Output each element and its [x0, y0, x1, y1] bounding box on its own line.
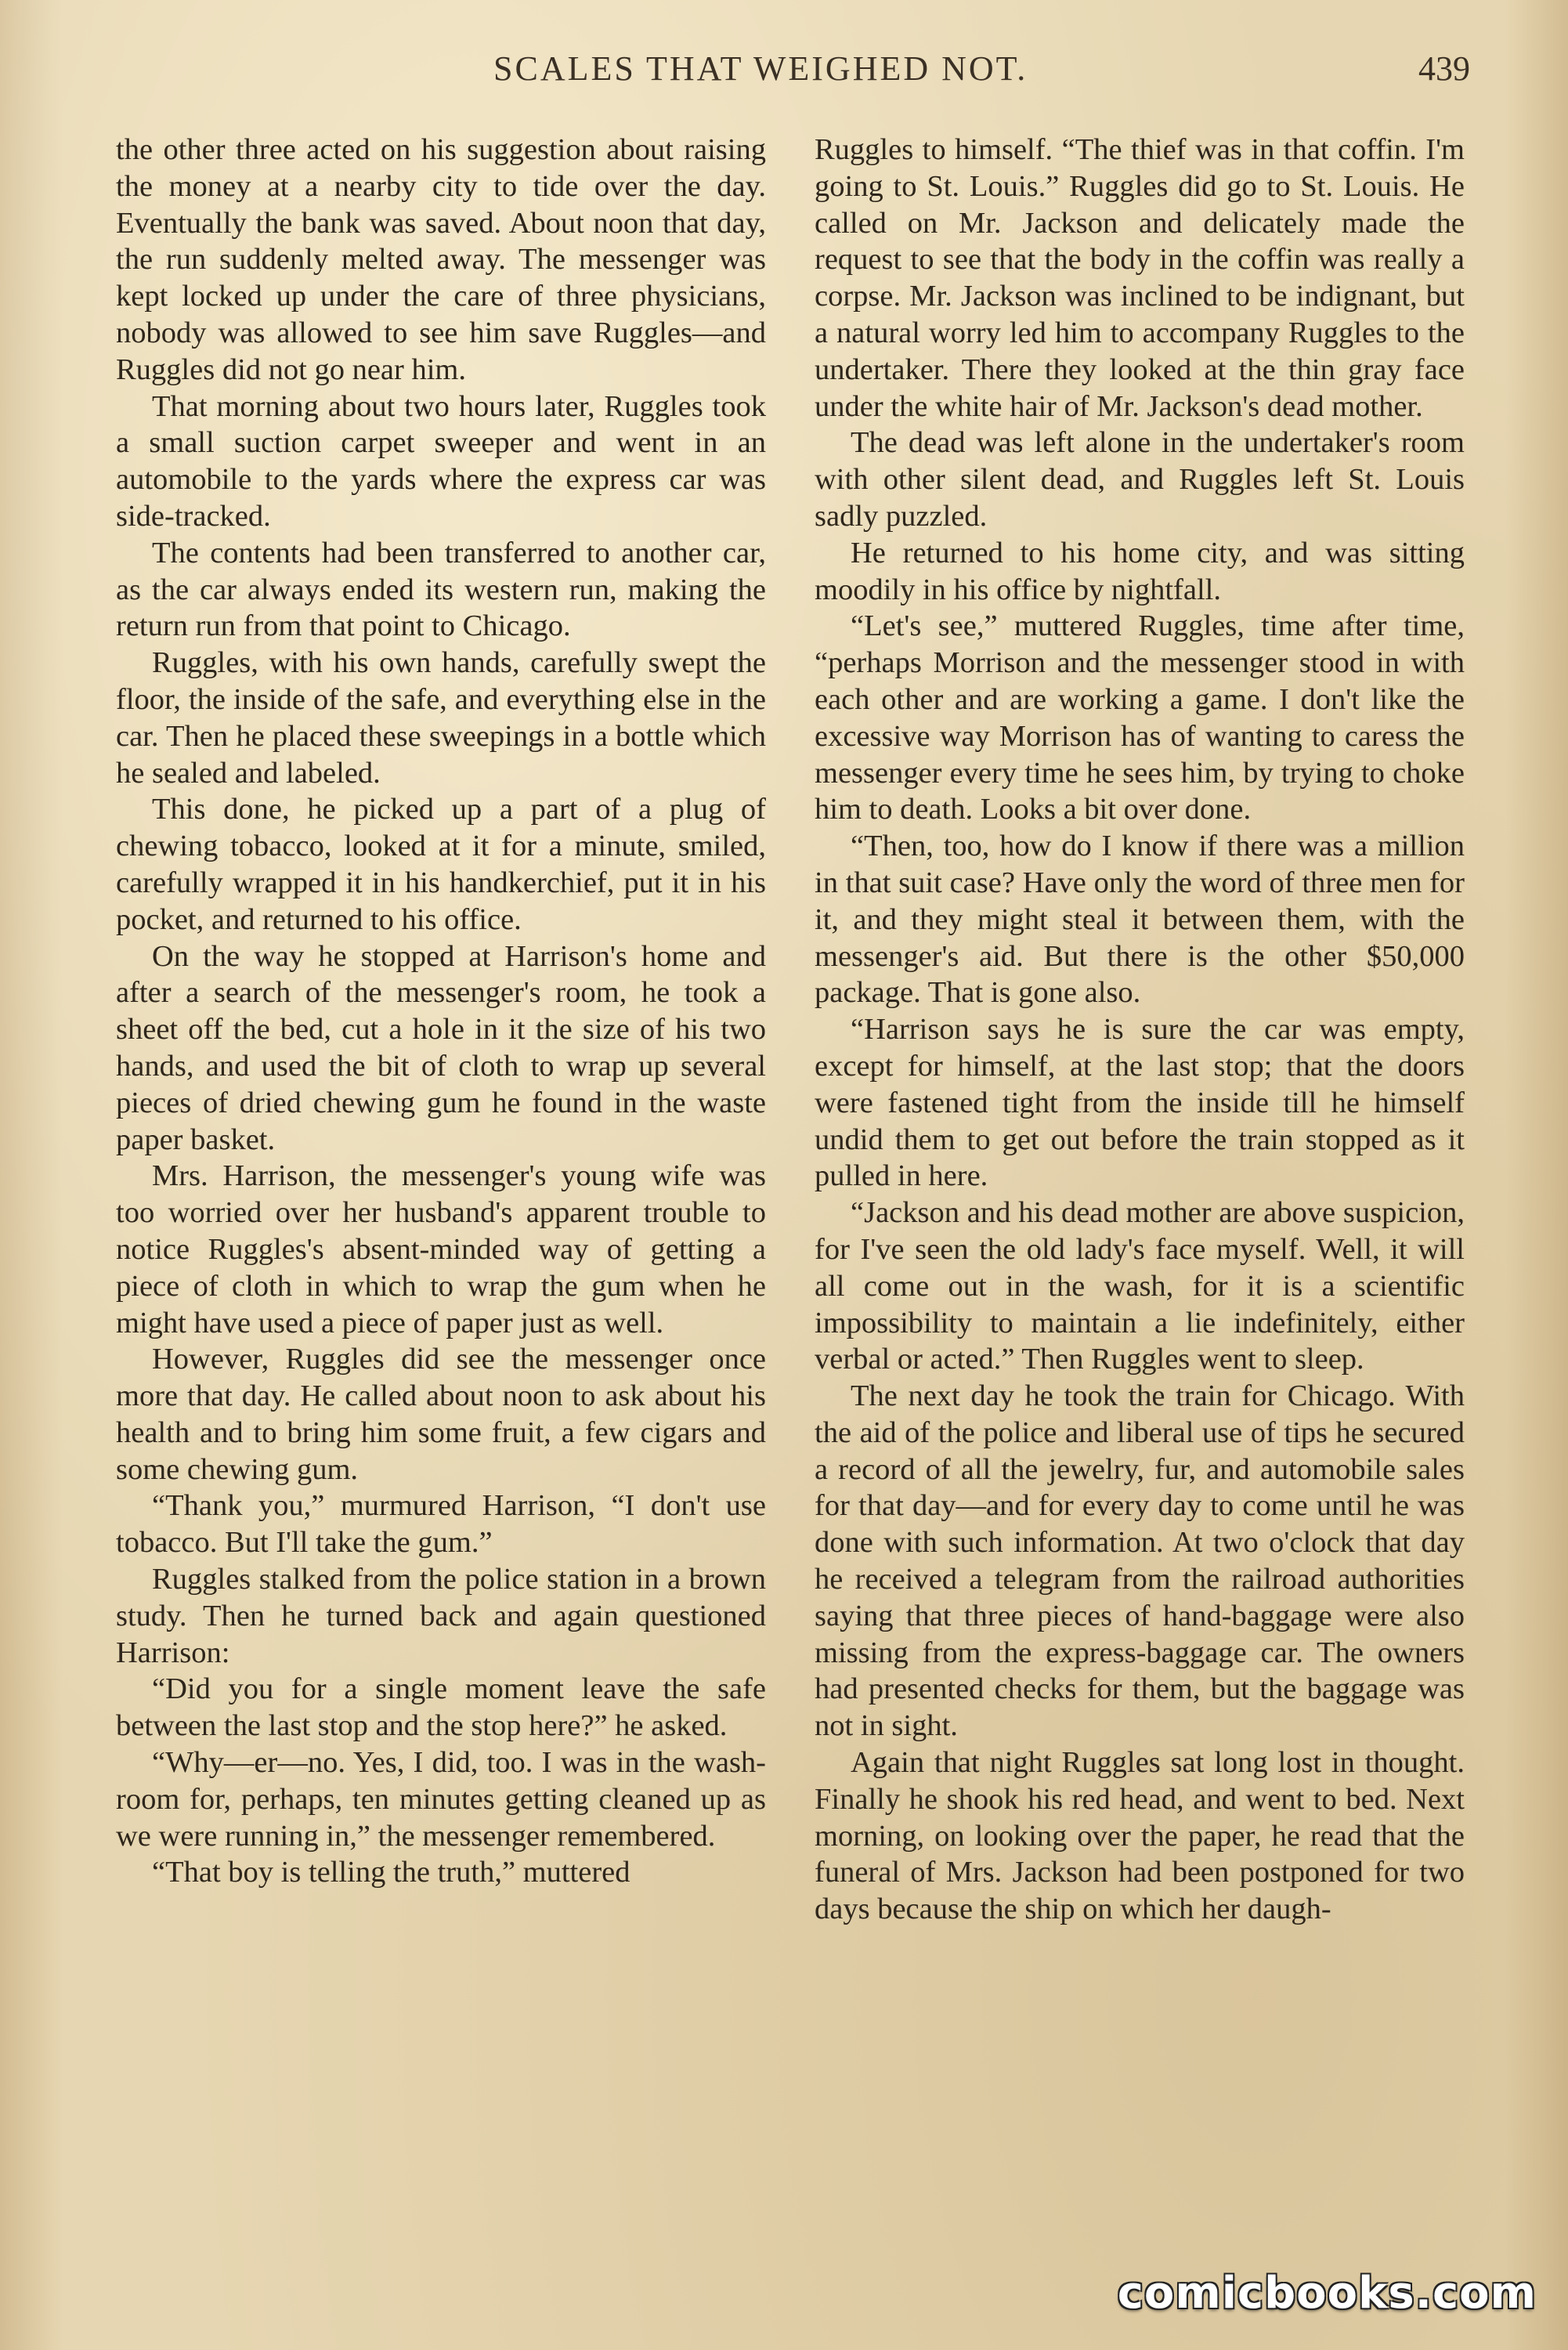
- left-column: [116, 132, 766, 1891]
- paragraph: “Thank you,” murmured Harrison, “I don't use tobacco. But I'll take the gum.”: [116, 1489, 766, 1560]
- paragraph: On the way he stopped at Harrison's home and after a search of the messenger's room, he took a sheet off the bed, cut a hole in it the size of his two hands, and used the bit of cloth to wrap up several pieces of dried chewing gum he found in the waste paper basket.: [116, 939, 766, 1156]
- paragraph: “Did you for a single moment leave the safe between the last stop and the stop here?” he asked.: [116, 1672, 766, 1743]
- right-column: [815, 132, 1465, 1928]
- paragraph: Again that night Ruggles sat long lost in thought. Finally he shook his red head, and went to bed. Next morning, on looking over the paper, he read that the funeral of Mrs. Jackson had been postponed for two days because the ship on which her daugh-: [815, 1746, 1465, 1926]
- page-header: [0, 49, 1568, 96]
- paragraph: Ruggles, with his own hands, carefully swept the floor, the inside of the safe, and everything else in the car. Then he placed these sweepings in a bottle which he sealed and labeled.: [116, 646, 766, 790]
- running-title: SCALES THAT WEIGHED NOT.: [493, 49, 1028, 88]
- paragraph: “That boy is telling the truth,” muttered: [152, 1856, 630, 1889]
- paragraph: “Then, too, how do I know if there was a million in that suit case? Have only the word of three men for it, and they might steal it between them, with the messenger's aid. But there is the other $50,000 package. That is gone also.: [815, 830, 1465, 1010]
- page-number: 439: [1418, 49, 1470, 88]
- watermark: comicbooks.com: [1117, 2268, 1537, 2319]
- paragraph: Ruggles stalked from the police station in a brown study. Then he turned back and again questioned Harrison:: [116, 1563, 766, 1669]
- paragraph: “Let's see,” muttered Ruggles, time after time, “perhaps Morrison and the messenger stood in with each other and are working a game. I don't like the excessive way Morrison has of wanting to caress the messenger every time he sees him, by trying to choke him to death. Looks a bit over done.: [815, 609, 1465, 826]
- paragraph: He returned to his home city, and was sitting moodily in his office by nightfall.: [815, 536, 1465, 606]
- paragraph: Ruggles to himself. “The thief was in that coffin. I'm going to St. Louis.” Ruggles did go to St. Louis. He called on Mr. Jackson and delicately made the request to see that the body in the coffin was really a corpse. Mr. Jackson was inclined to be indignant, but a natural worry led him to accompany Ruggles to the undertaker. There they looked at the thin gray face under the white hair of Mr. Jackson's dead mother.: [815, 133, 1465, 423]
- paragraph: “Why—er—no. Yes, I did, too. I was in the wash-room for, perhaps, ten minutes getting cleaned up as we were running in,” the messenger remembered.: [116, 1746, 766, 1853]
- paragraph: The dead was left alone in the undertaker's room with other silent dead, and Ruggles left St. Louis sadly puzzled.: [815, 426, 1465, 533]
- paragraph: That morning about two hours later, Ruggles took a small suction carpet sweeper and went in an automobile to the yards where the express car was side-tracked.: [116, 389, 766, 533]
- paragraph: the other three acted on his suggestion about raising the money at a nearby city to tide over the day. Eventually the bank was saved. About noon that day, the run suddenly melted away. The messenger was kept locked up under the care of three physicians, nobody was allowed to see him save Ruggles—and Ruggles did not go near him.: [116, 133, 766, 386]
- paragraph: Mrs. Harrison, the messenger's young wife was too worried over her husband's apparent trouble to notice Ruggles's absent-minded way of getting a piece of cloth in which to wrap the gum when he might have used a piece of paper just as well.: [116, 1159, 766, 1340]
- paragraph: This done, he picked up a part of a plug of chewing tobacco, looked at it for a minute, smiled, carefully wrapped it in his handkerchief, put it in his pocket, and returned to his office.: [116, 793, 766, 936]
- paragraph: However, Ruggles did see the messenger once more that day. He called about noon to ask about his health and to bring him some fruit, a few cigars and some chewing gum.: [116, 1343, 766, 1486]
- paragraph: The contents had been transferred to another car, as the car always ended its western run, making the return run from that point to Chicago.: [116, 536, 766, 643]
- paragraph: “Harrison says he is sure the car was empty, except for himself, at the last stop; that the doors were fastened tight from the inside till he himself undid them to get out before the train stopped as it pulled in here.: [815, 1013, 1465, 1193]
- paragraph: The next day he took the train for Chicago. With the aid of the police and liberal use of tips he secured a record of all the jewelry, fur, and automobile sales for that day—and for every day to come until he was done with such information. At two o'clock that day he received a telegram from the railroad authorities saying that three pieces of hand-baggage were also missing from the express-baggage car. The owners had presented checks for them, but the baggage was not in sight.: [815, 1379, 1465, 1743]
- paragraph: “Jackson and his dead mother are above suspicion, for I've seen the old lady's face myself. Well, it will all come out in the wash, for it is a scientific impossibility to maintain a lie indefinitely, either verbal or acted.” Then Ruggles went to sleep.: [815, 1196, 1465, 1376]
